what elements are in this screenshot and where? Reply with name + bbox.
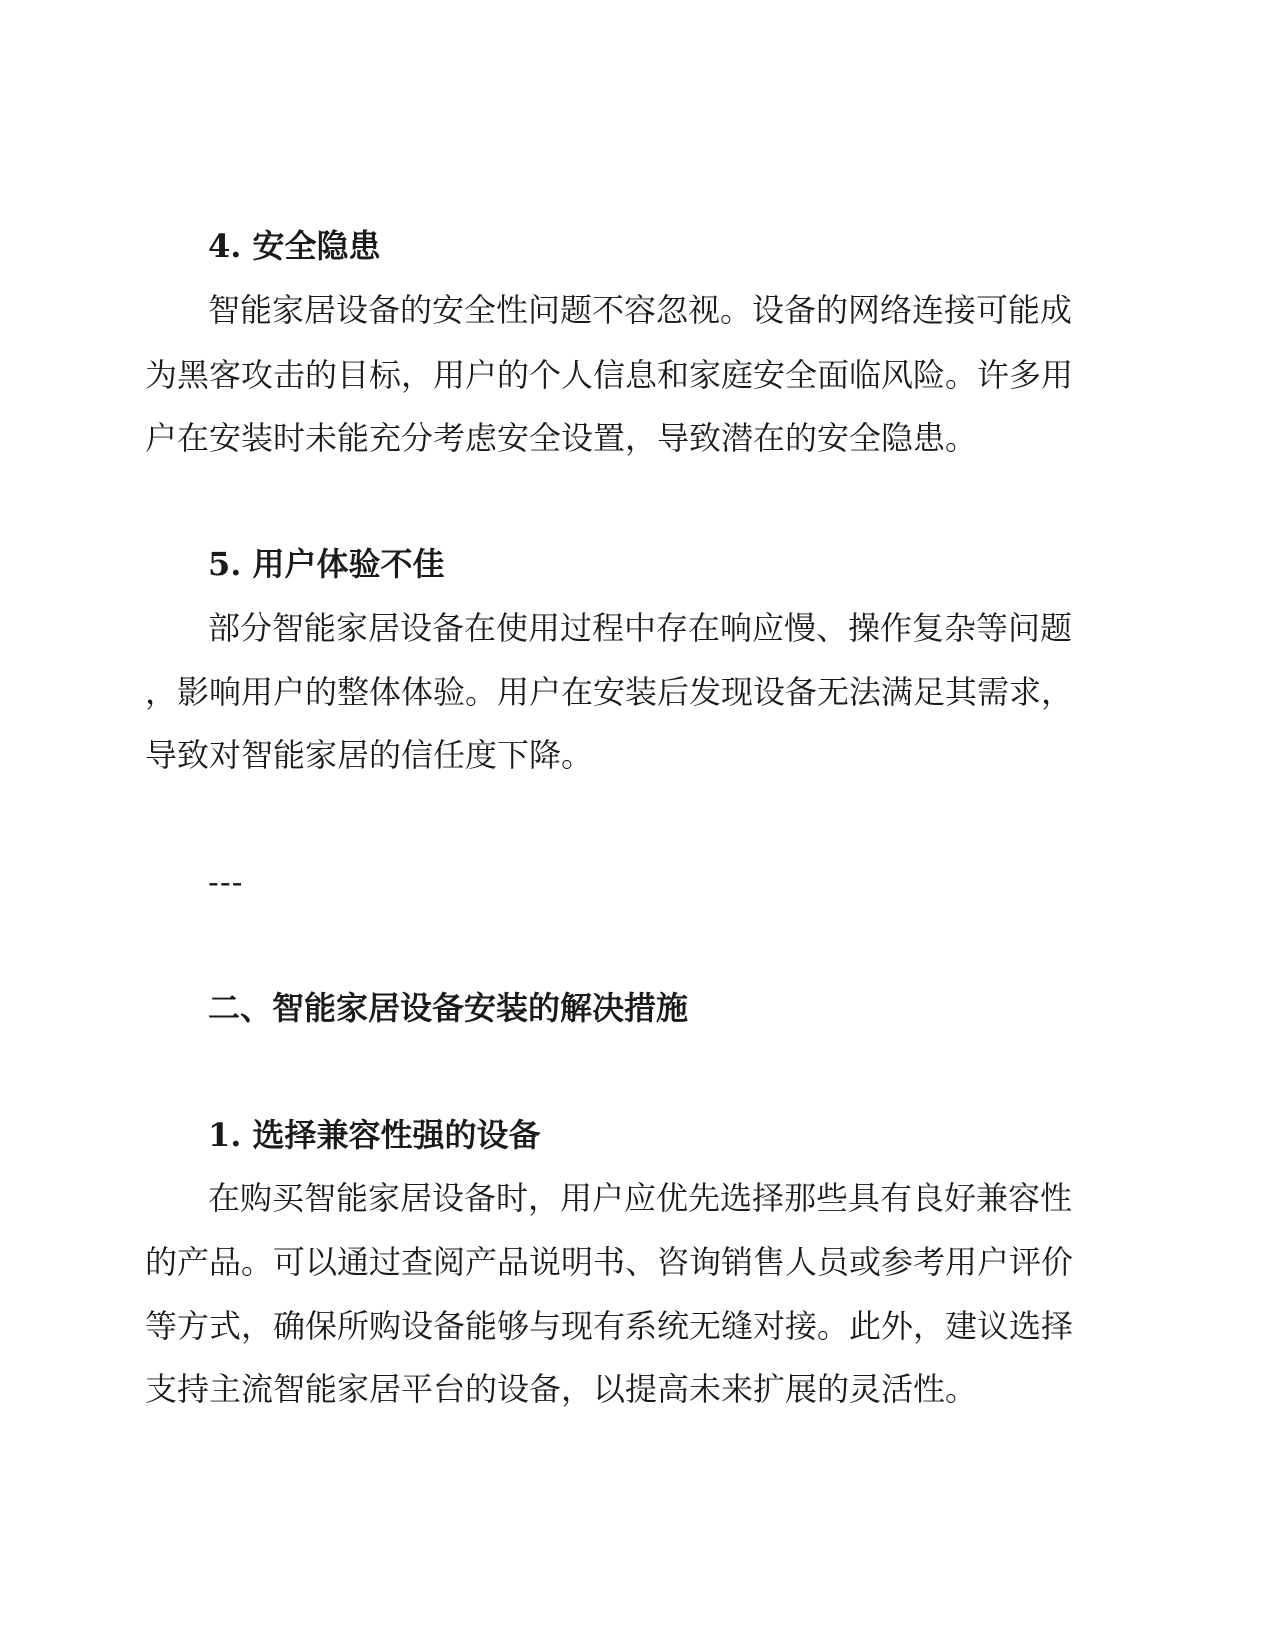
section-4-paragraph-line-1: 智能家居设备的安全性问题不容忽视。设备的网络连接可能成	[208, 291, 1073, 329]
section-4-heading: 4. 安全隐患	[208, 227, 381, 265]
section-divider: ---	[208, 863, 244, 901]
section-5-heading: 5. 用户体验不佳	[208, 545, 445, 583]
solution-1-paragraph-line-4: 支持主流智能家居平台的设备，以提高未来扩展的灵活性。	[145, 1370, 978, 1408]
solution-1-paragraph-line-3: 等方式，确保所购设备能够与现有系统无缝对接。此外，建议选择	[145, 1307, 1074, 1345]
section-5-paragraph-line-3: 导致对智能家居的信任度下降。	[145, 736, 594, 774]
section-5-paragraph-line-1: 部分智能家居设备在使用过程中存在响应慢、操作复杂等问题	[208, 609, 1073, 647]
solution-1-heading: 1. 选择兼容性强的设备	[208, 1116, 541, 1154]
solution-1-paragraph-line-1: 在购买智能家居设备时，用户应优先选择那些具有良好兼容性	[208, 1179, 1073, 1217]
section-4-paragraph-line-2: 为黑客攻击的目标，用户的个人信息和家庭安全面临风险。许多用	[145, 356, 1074, 394]
solution-1-paragraph-line-2: 的产品。可以通过查阅产品说明书、咨询销售人员或参考用户评价	[145, 1243, 1074, 1281]
part-2-title: 二、智能家居设备安装的解决措施	[208, 989, 689, 1027]
section-4-paragraph-line-3: 户在安装时未能充分考虑安全设置，导致潜在的安全隐患。	[145, 419, 978, 457]
section-5-paragraph-line-2: ，影响用户的整体体验。用户在安装后发现设备无法满足其需求，	[145, 673, 1074, 711]
